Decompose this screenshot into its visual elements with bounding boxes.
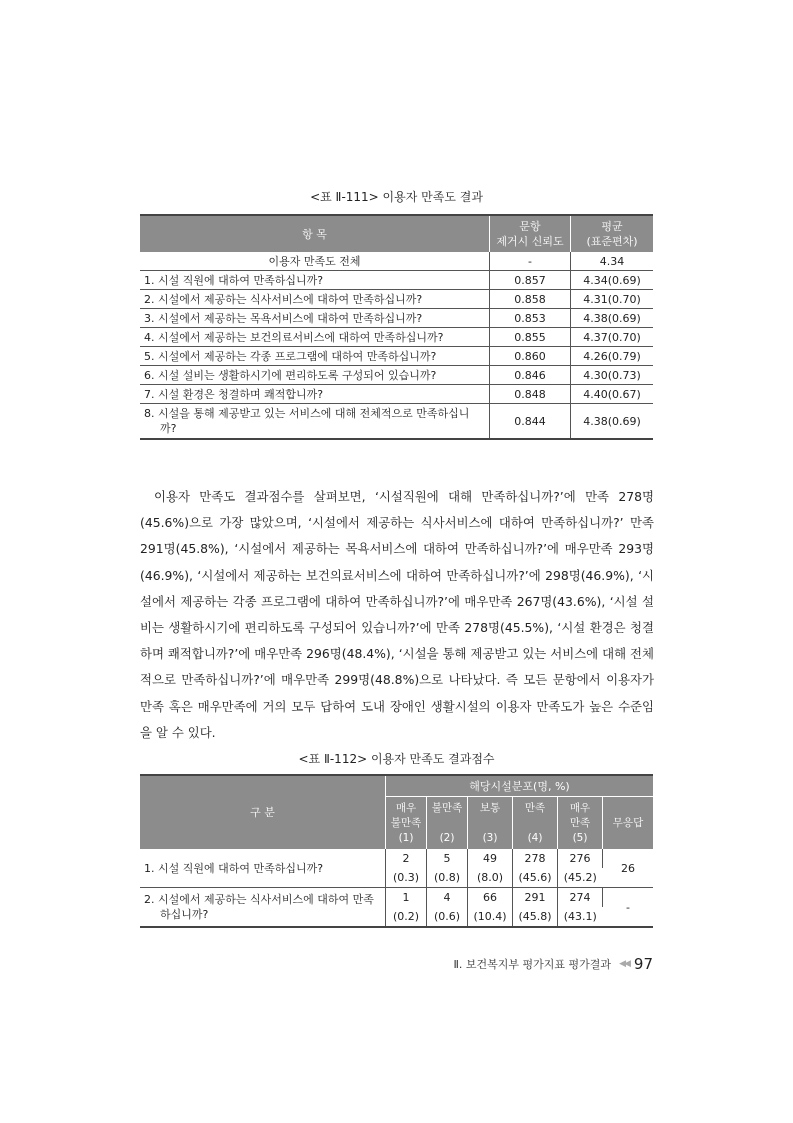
q1-pct-1: (0.3) — [386, 868, 427, 888]
header-satisfied: 만족 (4) — [513, 797, 558, 850]
mean-8: 4.38(0.69) — [583, 414, 641, 428]
mean-6: 4.30(0.73) — [571, 366, 654, 385]
reliability-1: 0.857 — [490, 271, 571, 290]
table-row — [140, 385, 653, 404]
footer-section-title: Ⅱ. 보건복지부 평가지표 평가결과 — [453, 958, 612, 971]
table2-caption: <표 Ⅱ-112> 이용자 만족도 결과점수 — [298, 752, 495, 766]
header-distribution: 해당시설분포(명, %) — [386, 775, 654, 797]
table-row — [140, 309, 653, 328]
header-neutral: 보통 (3) — [468, 797, 513, 850]
header-very-satisfied: 매우 만족 (5) — [558, 797, 603, 850]
q1-count-1: 2 — [386, 849, 427, 868]
question-6: 6. 시설 설비는 생활하시기에 편리하도록 구성되어 있습니까? — [140, 366, 490, 385]
header-dissatisfied: 불만족 (2) — [427, 797, 468, 850]
mean-5: 4.26(0.79) — [571, 347, 654, 366]
double-arrow-left-icon: ◀◀ — [619, 959, 629, 969]
q2-count-5: 274 — [558, 888, 603, 908]
table-row — [140, 290, 653, 309]
q1-pct-2: (0.8) — [427, 868, 468, 888]
q2-pct-4: (45.8) — [513, 907, 558, 927]
header-reliability: 문항 제거시 신뢰도 — [490, 215, 571, 252]
reliability-6: 0.846 — [490, 366, 571, 385]
reliability-8: 0.844 — [490, 404, 571, 440]
q2-count-2: 4 — [427, 888, 468, 908]
header-item: 항 목 — [140, 215, 490, 252]
q1-count-3: 49 — [468, 849, 513, 868]
q2-pct-2: (0.6) — [427, 907, 468, 927]
question-1: 1. 시설 직원에 대하여 만족하십니까? — [140, 271, 490, 290]
total-mean: 4.34 — [571, 252, 654, 271]
reliability-5: 0.860 — [490, 347, 571, 366]
table-header-row — [140, 775, 653, 797]
question-2: 2. 시설에서 제공하는 식사서비스에 대하여 만족하십니까? — [140, 290, 490, 309]
q2-pct-1: (0.2) — [386, 907, 427, 927]
header-very-dissatisfied: 매우 불만족 (1) — [386, 797, 427, 850]
mean-3: 4.38(0.69) — [571, 309, 654, 328]
mean-4: 4.37(0.70) — [571, 328, 654, 347]
table-row-total — [140, 252, 653, 271]
mean-7: 4.40(0.67) — [571, 385, 654, 404]
q1-count-4: 278 — [513, 849, 558, 868]
q2-count-3: 66 — [468, 888, 513, 908]
table-row — [140, 271, 653, 290]
header-mean: 평균 (표준편차) — [571, 215, 654, 252]
q1-count-2: 5 — [427, 849, 468, 868]
question-7: 7. 시설 환경은 청결하며 쾌적합니까? — [140, 385, 490, 404]
q1-pct-5: (45.2) — [558, 868, 603, 888]
table-row — [140, 849, 653, 868]
q2-label: 2. 시설에서 제공하는 식사서비스에 대하여 만족하십니까? — [140, 888, 386, 928]
question-8: 8. 시설을 통해 제공받고 있는 서비스에 대해 전체적으로 만족하십니까? — [140, 404, 490, 440]
table-row — [140, 347, 653, 366]
header-no-response: 무응답 — [603, 797, 654, 850]
total-reliability: - — [490, 252, 571, 271]
reliability-7: 0.848 — [490, 385, 571, 404]
total-label: 이용자 만족도 전체 — [140, 252, 490, 271]
q2-pct-5: (43.1) — [563, 910, 597, 923]
q1-count-5: 276 — [558, 849, 603, 868]
table-row — [140, 366, 653, 385]
question-3: 3. 시설에서 제공하는 목욕서비스에 대하여 만족하십니까? — [140, 309, 490, 328]
mean-2: 4.31(0.70) — [571, 290, 654, 309]
table-row — [140, 328, 653, 347]
q2-count-4: 291 — [513, 888, 558, 908]
q1-no-response: 26 — [603, 849, 654, 888]
page-number: 97 — [633, 955, 653, 973]
q1-label: 1. 시설 직원에 대하여 만족하십니까? — [140, 849, 386, 888]
page-footer — [454, 955, 653, 973]
reliability-4: 0.855 — [490, 328, 571, 347]
reliability-3: 0.853 — [490, 309, 571, 328]
mean-1: 4.34(0.69) — [571, 271, 654, 290]
table1-caption: <표 Ⅱ-111> 이용자 만족도 결과 — [310, 190, 483, 204]
q2-no-response: - — [626, 900, 630, 914]
q2-count-1: 1 — [386, 888, 427, 908]
reliability-table — [140, 214, 653, 440]
header-category: 구 분 — [140, 775, 386, 849]
q1-pct-3: (8.0) — [468, 868, 513, 888]
body-paragraph: 이용자 만족도 결과점수를 살펴보면, ‘시설직원에 대해 만족하십니까?’에 만족 278명(45.6%)으로 가장 많았으며, ‘시설에서 제공하는 식사서비스에 대하여 만족하십니까?’ 만족 291명(45.8%), ‘시설에서 제공하는 목욕서비스에 대하여 만족하십니까?’에 매우만족 293명(46.9%), ‘시설에서 제공하는 보건의료서비스에 대하여 만족하십니까?’에 298명(46.9%), ‘시설에서 제공하는 각종 프로그램에 대하여 만족하십니까?’에 매우만족 267명(43.6%), ‘시설 설비는 생활하시기에 편리하도록 구성되어 있습니까?’에 만족 278명(45.5%), ‘시설 환경은 청결하며 쾌적합니까?’에 매우만족 296명(48.4%), ‘시설을 통해 제공받고 있는 서비스에 대해 전체적으로 만족하십니까?’에 매우만족 299명(48.8%)으로 나타났다. 즉 모든 문항에서 이용자가 만족 혹은 매우만족에 거의 모두 답하여 도내 장애인 생활시설의 이용자 만족도가 높은 수준임을 알 수 있다. — [140, 489, 654, 740]
question-5: 5. 시설에서 제공하는 각종 프로그램에 대하여 만족하십니까? — [140, 347, 490, 366]
question-4: 4. 시설에서 제공하는 보건의료서비스에 대하여 만족하십니까? — [140, 328, 490, 347]
q2-pct-3: (10.4) — [468, 907, 513, 927]
satisfaction-score-table — [140, 774, 653, 928]
table-row — [140, 888, 653, 908]
q1-pct-4: (45.6) — [513, 868, 558, 888]
reliability-2: 0.858 — [490, 290, 571, 309]
table-header-row — [140, 215, 653, 252]
table-row — [140, 404, 653, 440]
